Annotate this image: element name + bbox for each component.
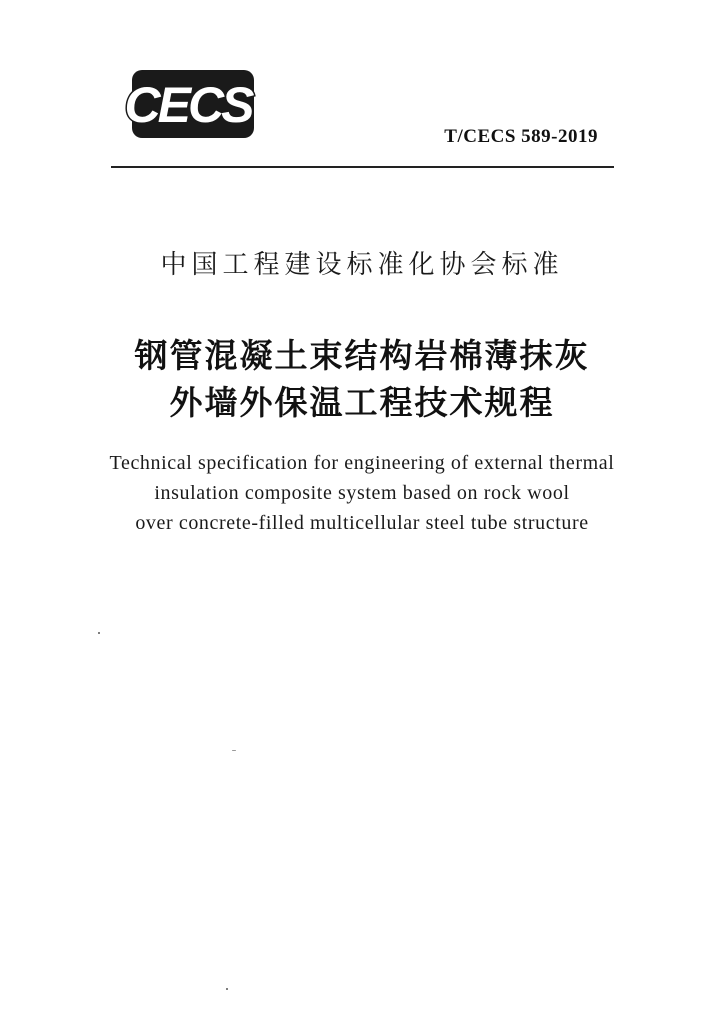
header-rule [111,166,614,168]
title-en-line-2: insulation composite system based on rock wool [154,482,570,504]
svg-text:CECS: CECS [124,77,252,133]
cecs-logo [118,66,260,144]
title-en-line-1: Technical specification for engineering of external thermal [109,452,615,474]
standard-code: T/CECS 589-2019 [444,126,598,147]
scan-speck [232,750,236,751]
scan-speck [98,632,100,634]
title-zh-line-1: 钢管混凝土束结构岩棉薄抹灰 [134,336,590,375]
association-name: 中国工程建设标准化协会标准 [160,250,564,280]
scan-speck [226,988,228,990]
title-en-line-3: over concrete-filled multicellular steel tube structure [135,512,589,534]
title-zh-line-2: 外墙外保温工程技术规程 [169,383,555,422]
